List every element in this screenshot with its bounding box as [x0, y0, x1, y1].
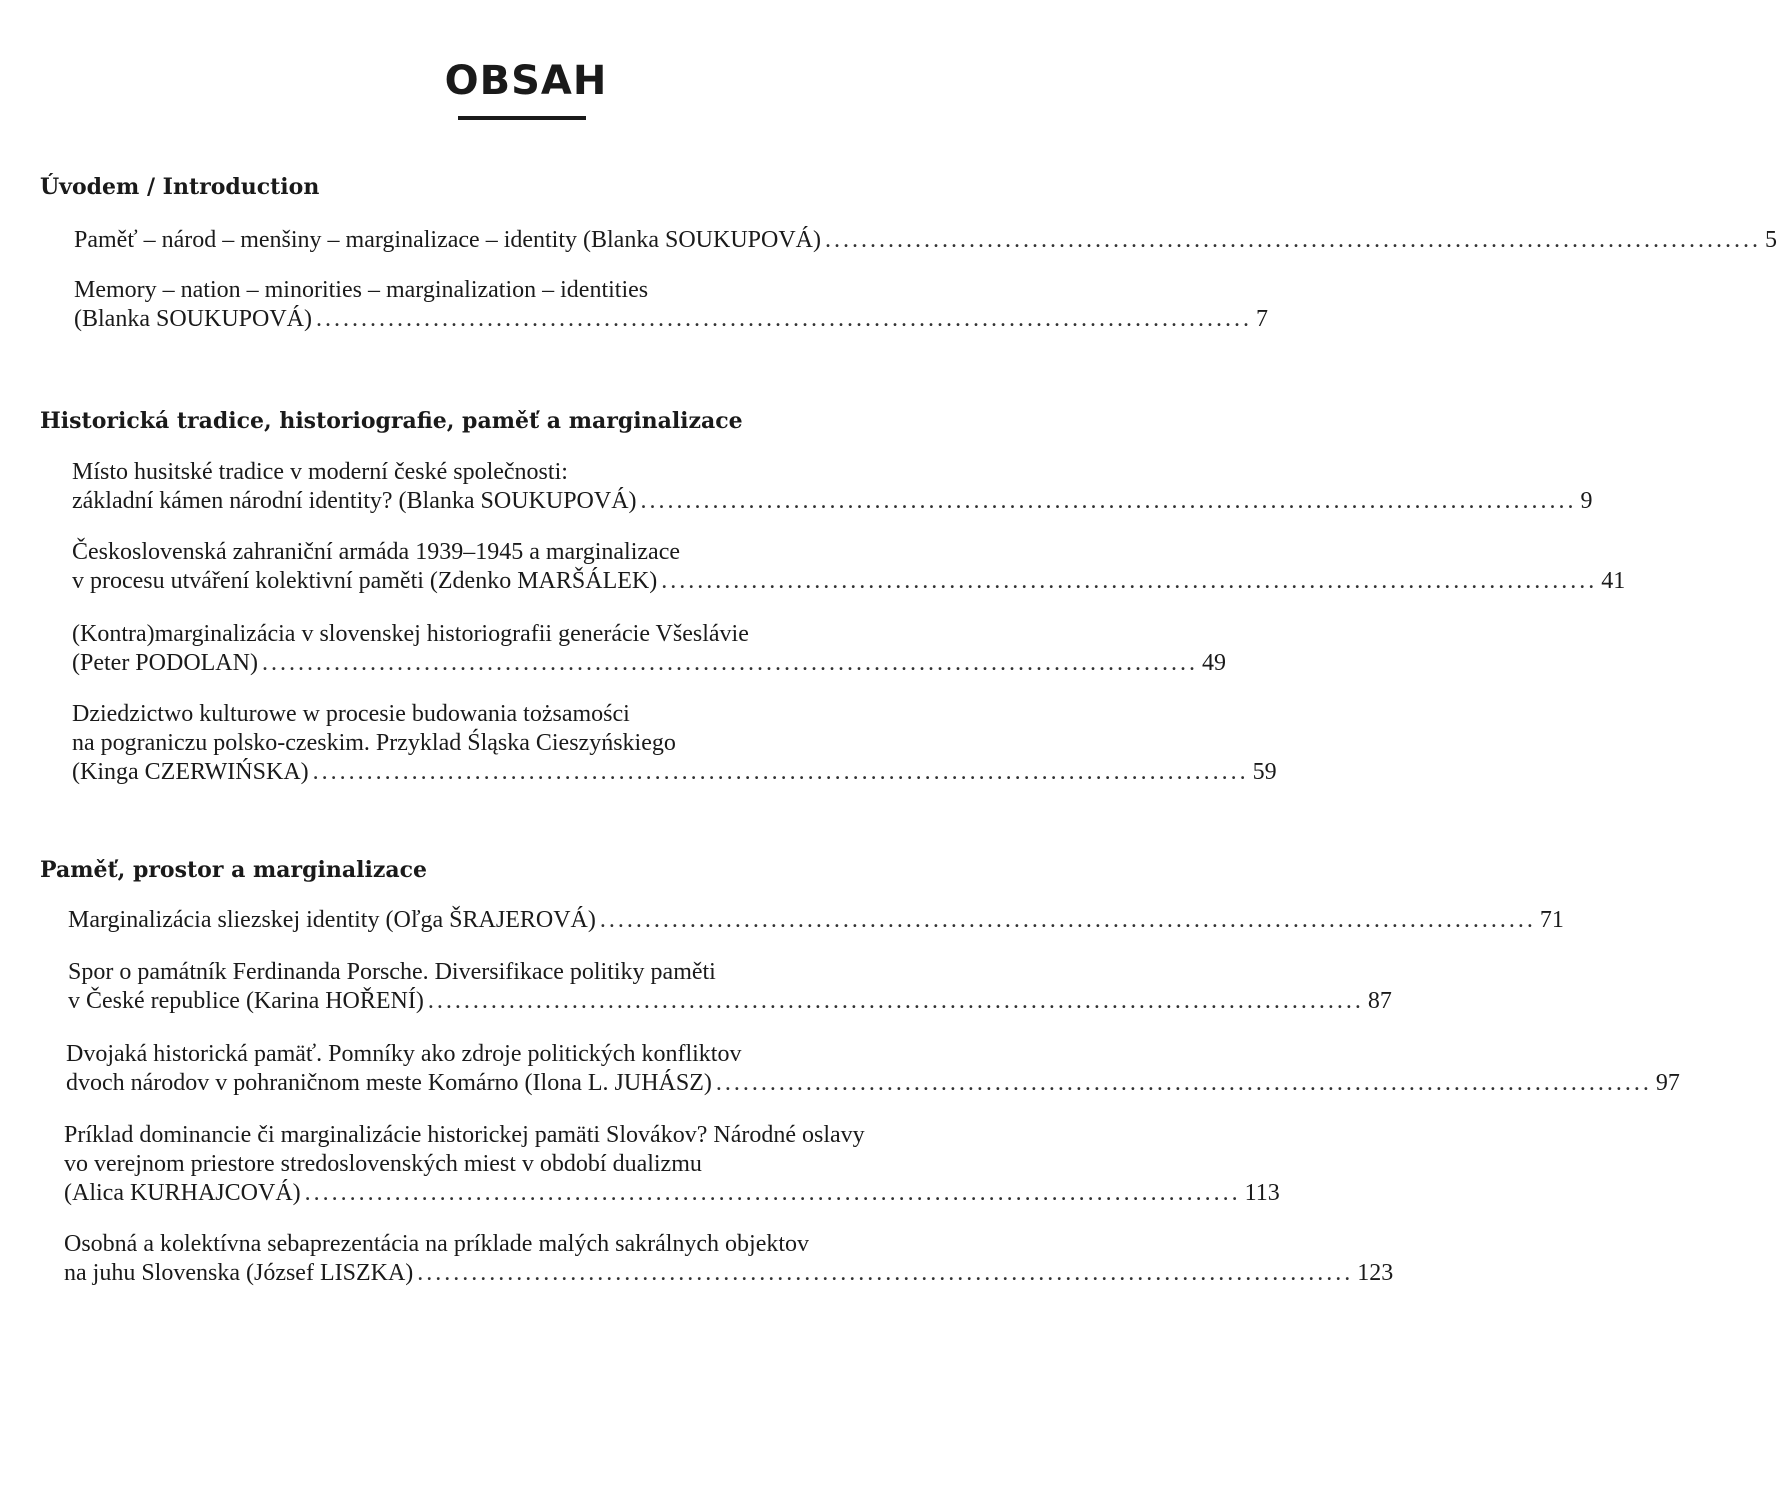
page-number: 7: [1255, 306, 1268, 332]
page-number: 41: [1601, 568, 1626, 594]
section-heading: Historická tradice, historiografie, paměť a marginalizace: [40, 408, 743, 434]
toc-entry[interactable]: [64, 1230, 1394, 1288]
page-number: 71: [1539, 907, 1564, 933]
toc-entry[interactable]: [66, 1040, 1680, 1098]
page-title: OBSAH: [444, 58, 608, 104]
dot-leader: ........................................................................................................: [640, 488, 1577, 514]
page-number: 5: [1765, 227, 1777, 253]
page-number: 97: [1655, 1070, 1680, 1096]
entry-text: Spor o památník Ferdinanda Porsche. Diversifikace politiky paměti: [68, 959, 716, 985]
toc-entry[interactable]: [68, 958, 1392, 1016]
page-number: 49: [1201, 650, 1226, 676]
title-underline: [458, 116, 586, 120]
entry-text: Místo husitské tradice v moderní české společnosti:: [72, 459, 568, 485]
section-heading: Paměť, prostor a marginalizace: [40, 857, 427, 883]
dot-leader: ........................................................................................................: [312, 759, 1249, 785]
entry-text: (Kontra)marginalizácia v slovenskej historiografii generácie Všeslávie: [72, 621, 749, 647]
toc-entry[interactable]: [68, 906, 1564, 935]
page-number: 123: [1357, 1260, 1394, 1286]
entry-text: (Blanka SOUKUPOVÁ): [74, 306, 312, 332]
entry-text: Dvojaká historická pamäť. Pomníky ako zdroje politických konfliktov: [66, 1041, 742, 1067]
page-number: 9: [1580, 488, 1593, 514]
page-number: 113: [1244, 1180, 1280, 1206]
entry-text: Memory – nation – minorities – marginalization – identities: [74, 277, 649, 303]
entry-text: (Kinga CZERWIŃSKA): [72, 759, 309, 785]
toc-entry[interactable]: [72, 700, 1277, 787]
entry-text: Príklad dominancie či marginalizácie historickej pamäti Slovákov? Národné oslavy: [64, 1122, 865, 1148]
section-heading: Úvodem / Introduction: [40, 174, 320, 200]
dot-leader: ........................................................................................................: [825, 227, 1761, 253]
toc-entry[interactable]: [74, 226, 1777, 255]
toc-entry[interactable]: [64, 1121, 1280, 1208]
entry-text: Marginalizácia sliezskej identity (Oľga ŠRAJEROVÁ): [68, 907, 596, 933]
dot-leader: ........................................................................................................: [315, 306, 1252, 332]
entry-text: (Alica KURHAJCOVÁ): [64, 1180, 301, 1206]
entry-text: Osobná a kolektívna sebaprezentácia na príklade malých sakrálnych objektov: [64, 1231, 810, 1257]
dot-leader: ........................................................................................................: [261, 650, 1198, 676]
entry-text: v České republice (Karina HOŘENÍ): [68, 988, 424, 1014]
entry-text: Paměť – národ – menšiny – marginalizace – identity (Blanka SOUKUPOVÁ): [74, 227, 821, 253]
entry-text: Československá zahraniční armáda 1939–1945 a marginalizace: [72, 539, 681, 565]
dot-leader: ........................................................................................................: [599, 907, 1536, 933]
entry-text: na pograniczu polsko-czeskim. Przyklad Śląska Cieszyńskiego: [72, 730, 676, 756]
dot-leader: ........................................................................................................: [715, 1070, 1652, 1096]
entry-text: v procesu utváření kolektivní paměti (Zdenko MARŠÁLEK): [72, 568, 658, 594]
entry-text: Dziedzictwo kulturowe w procesie budowania tożsamości: [72, 701, 630, 727]
dot-leader: ........................................................................................................: [417, 1260, 1354, 1286]
dot-leader: ........................................................................................................: [661, 568, 1598, 594]
toc-entry[interactable]: [72, 620, 1226, 678]
dot-leader: ........................................................................................................: [304, 1180, 1241, 1206]
entry-text: (Peter PODOLAN): [72, 650, 258, 676]
entry-text: základní kámen národní identity? (Blanka SOUKUPOVÁ): [72, 488, 637, 514]
page-number: 87: [1367, 988, 1392, 1014]
page-number: 59: [1252, 759, 1277, 785]
toc-entry[interactable]: [72, 458, 1593, 516]
toc-entry[interactable]: [72, 538, 1626, 596]
entry-text: dvoch národov v pohraničnom meste Komárno (Ilona L. JUHÁSZ): [66, 1070, 712, 1096]
entry-text: vo verejnom priestore stredoslovenských miest v období dualizmu: [64, 1151, 702, 1177]
dot-leader: ........................................................................................................: [427, 988, 1364, 1014]
toc-entry[interactable]: [74, 276, 1268, 334]
entry-text: na juhu Slovenska (József LISZKA): [64, 1260, 414, 1286]
